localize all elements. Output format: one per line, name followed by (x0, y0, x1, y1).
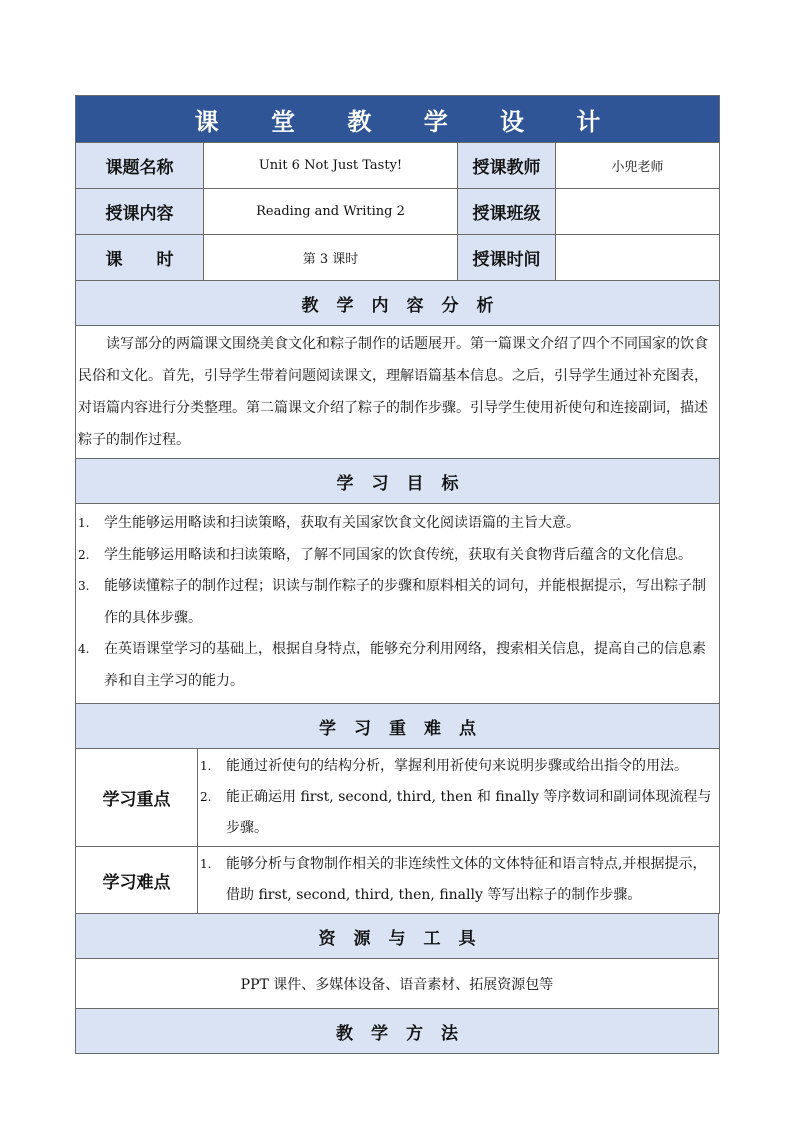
goal-text: 在英语课堂学习的基础上，根据自身特点，能够充分利用网络，搜索相关信息，提高自己的信息素养和自主学习的能力。 (104, 641, 706, 689)
goal-item (76, 508, 719, 540)
goal-item (76, 571, 719, 634)
goals-list (76, 504, 719, 703)
difficult-cell (198, 847, 720, 914)
key-list (198, 749, 719, 846)
key-points-heading: 学习重难点 (76, 704, 720, 749)
goals-heading: 学习目标 (76, 459, 720, 504)
goal-item (76, 540, 719, 572)
goal-number: 4. (78, 642, 90, 656)
goal-number: 1. (78, 516, 90, 530)
goal-text: 学生能够运用略读和扫读策略，获取有关国家饮食文化阅读语篇的主旨大意。 (104, 515, 580, 531)
topic-value: Unit 6 Not Just Tasty! (204, 143, 458, 189)
class-label: 授课班级 (458, 189, 556, 235)
goal-text: 学生能够运用略读和扫读策略，了解不同国家的饮食传统，获取有关食物背后蕴含的文化信息。 (104, 546, 692, 563)
goal-number: 2. (78, 547, 90, 562)
key-cell (198, 749, 720, 847)
goal-text: 能够读懂粽子的制作过程；识读与制作粽子的步骤和原料相关的词句，并能根据提示，写出粽子制作的具体步骤。 (104, 578, 706, 626)
difficult-item (198, 849, 719, 911)
methods-heading: 教学方法 (76, 1009, 719, 1054)
class-value (556, 189, 720, 235)
difficult-number: 1. (200, 857, 212, 871)
difficult-text: 能够分析与食物制作相关的非连续性文体的文体特征和语言特点,并根据提示，借助 first, second, third, then, finally 等写出粽子的制作步骤。 (226, 856, 707, 903)
time-label: 授课时间 (458, 235, 556, 281)
key-item (198, 782, 719, 844)
period-label: 课 时 (76, 235, 204, 281)
analysis-heading: 教学内容分析 (76, 281, 720, 326)
difficult-list (198, 847, 719, 913)
goals-cell (76, 504, 720, 704)
teacher-label: 授课教师 (458, 143, 556, 189)
difficult-label: 学习难点 (76, 847, 198, 914)
key-number: 2. (200, 790, 212, 804)
document-title: 课 堂 教 学 设 计 (76, 96, 720, 143)
topic-label: 课题名称 (76, 143, 204, 189)
key-text: 能正确运用 first, second, third, then 和 finally 等序数词和副词体现流程与步骤。 (226, 789, 712, 836)
analysis-text: 读写部分的两篇课文围绕美食文化和粽子制作的话题展开。第一篇课文介绍了四个不同国家的饮食民俗和文化。首先，引导学生带着问题阅读课文，理解语篇基本信息。之后，引导学生通过补充图表，对语篇内容进行分类整理。第二篇课文介绍了粽子的制作步骤。引导学生使用祈使句和连接副词，描述粽子的制作过程。 (76, 326, 720, 459)
lesson-plan-table (75, 95, 719, 1054)
key-item (198, 751, 719, 782)
goal-number: 3. (78, 579, 90, 593)
key-number: 1. (200, 759, 212, 773)
teacher-value: 小兜老师 (556, 143, 720, 189)
time-value (556, 235, 720, 281)
content-label: 授课内容 (76, 189, 204, 235)
resources-text: PPT 课件、多媒体设备、语音素材、拓展资源包等 (76, 959, 719, 1009)
key-label: 学习重点 (76, 749, 198, 847)
key-text: 能通过祈使句的结构分析，掌握利用祈使句来说明步骤或给出指令的用法。 (226, 758, 688, 774)
resources-heading: 资源与工具 (76, 914, 719, 959)
content-value: Reading and Writing 2 (204, 189, 458, 235)
goal-item (76, 634, 719, 697)
period-value: 第 3 课时 (204, 235, 458, 281)
